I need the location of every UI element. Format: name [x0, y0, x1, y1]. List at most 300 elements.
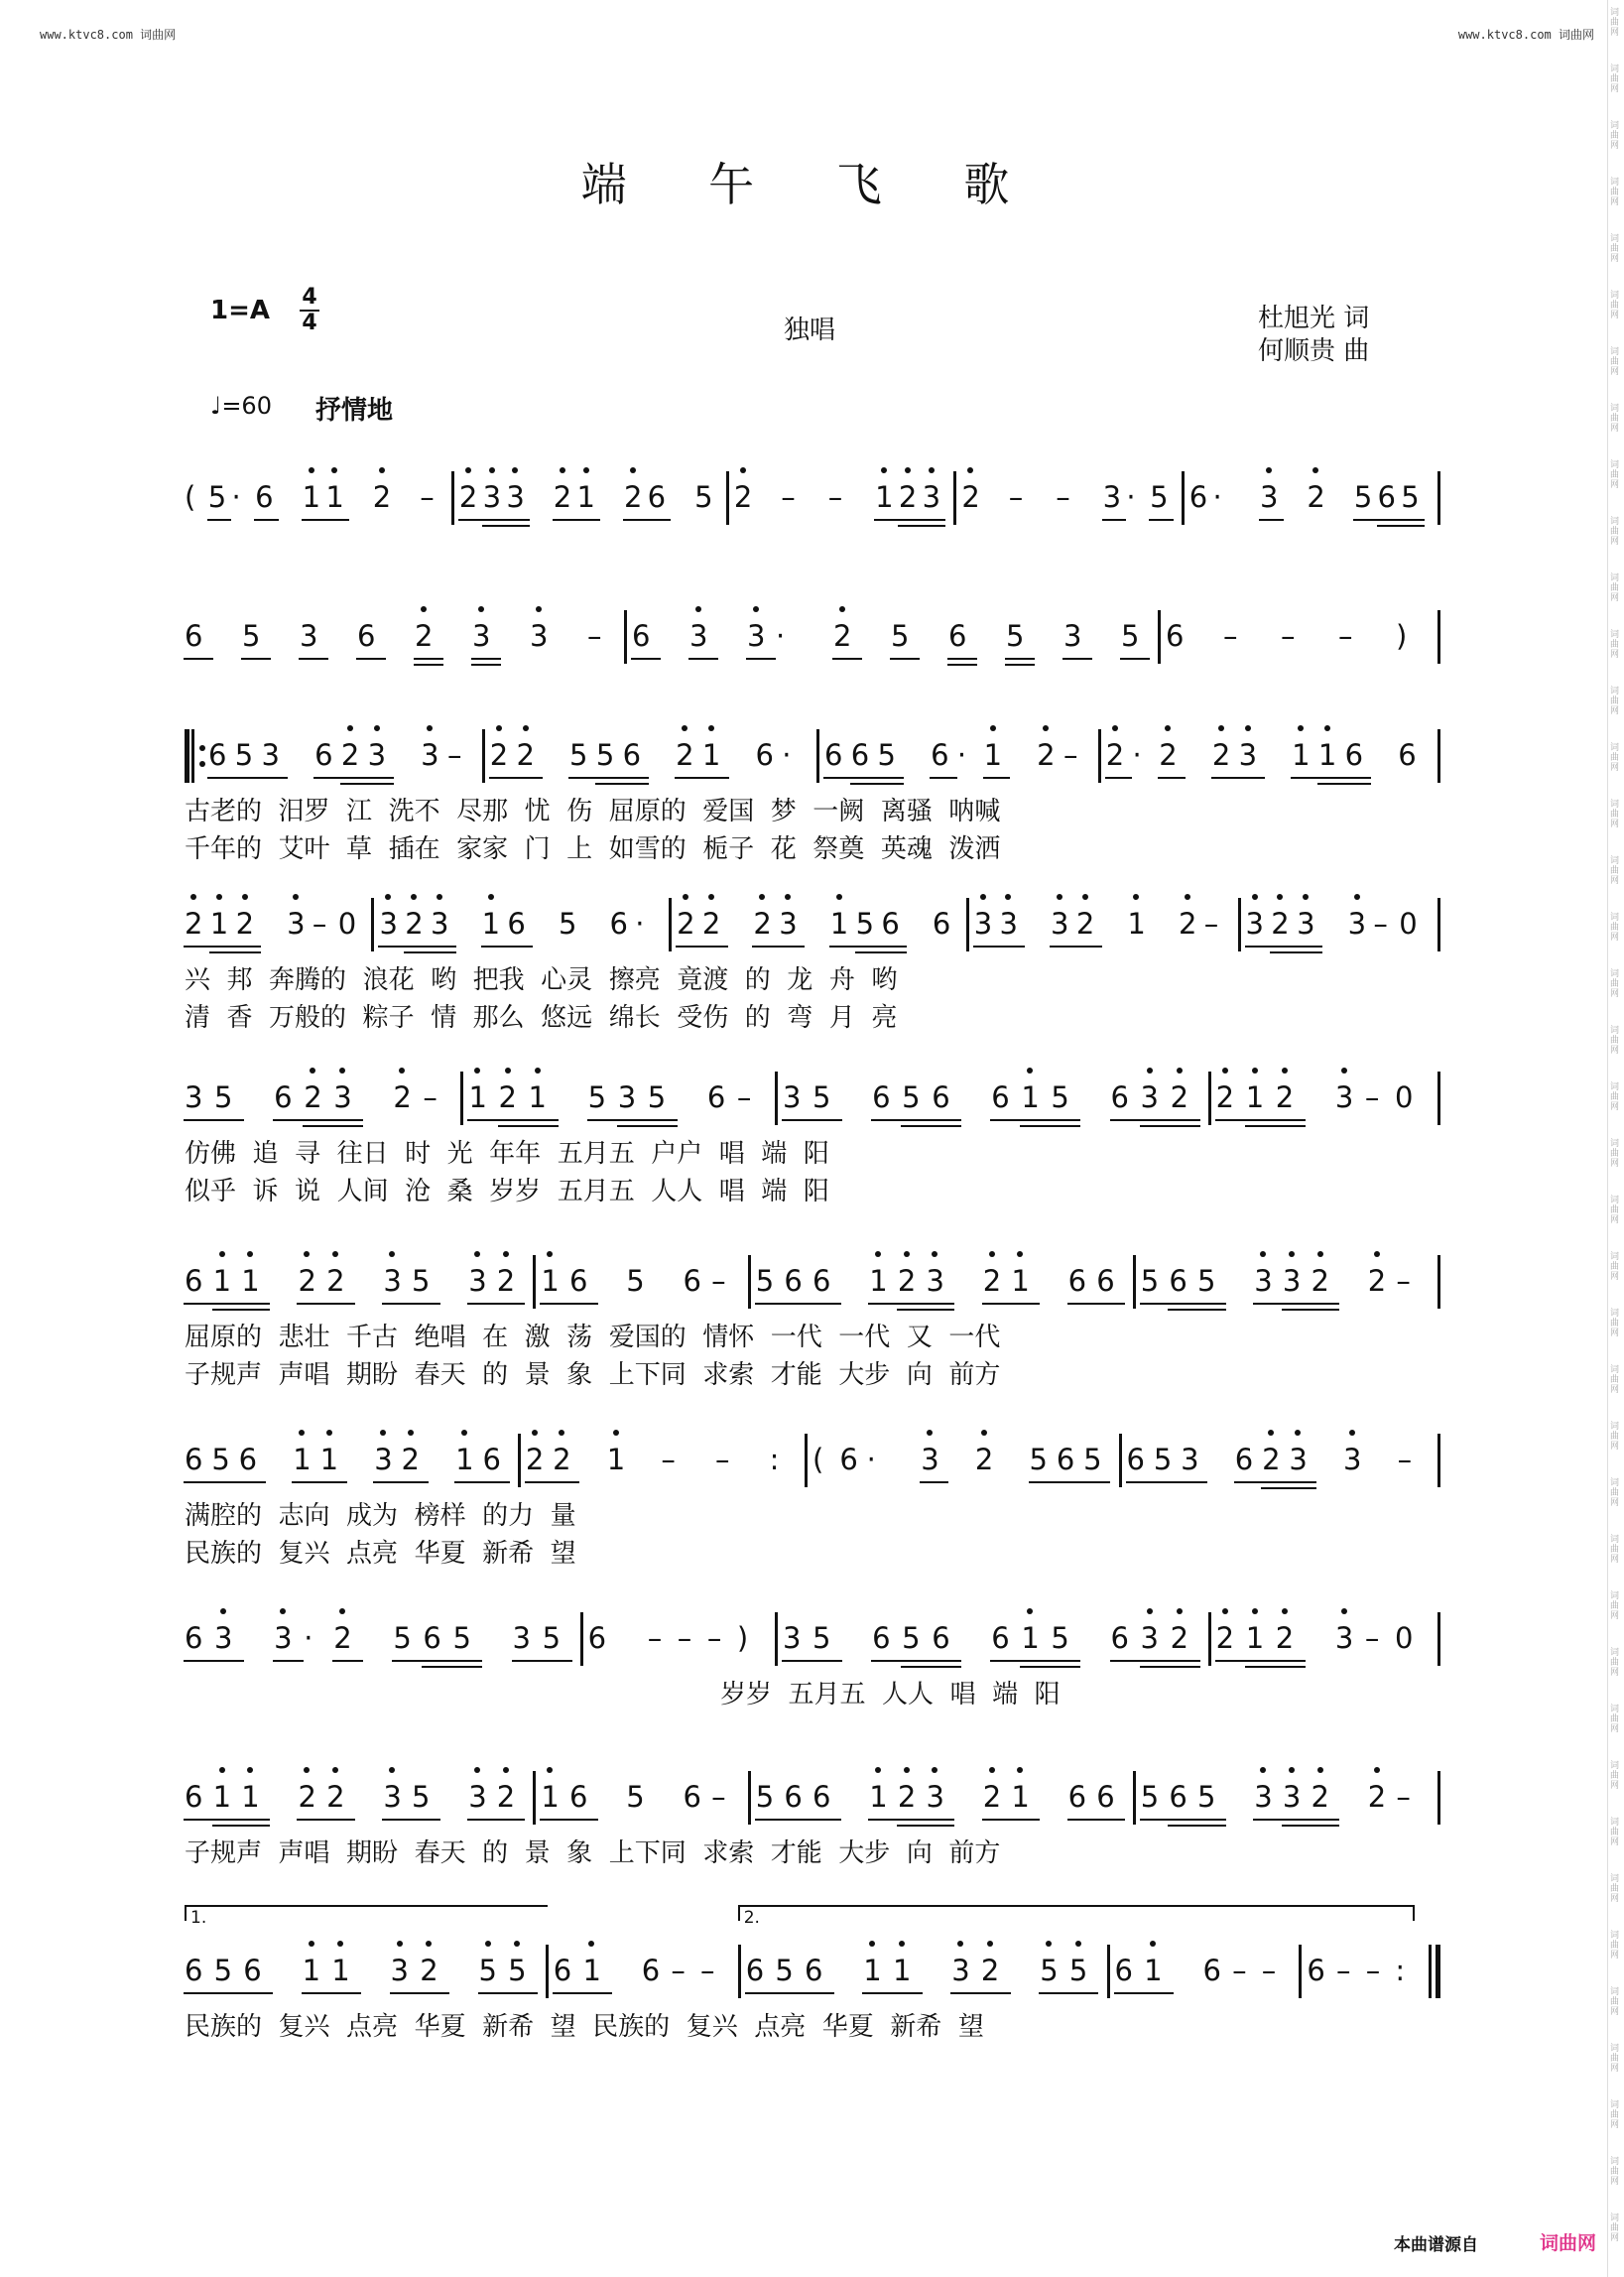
side-watermark-text: 词曲网 — [1610, 969, 1620, 999]
notation-mark — [1371, 733, 1380, 777]
barline — [1119, 1434, 1122, 1487]
octave-high-dot — [708, 725, 714, 731]
note-digit: 5 — [1197, 1780, 1216, 1814]
octave-high-dot — [411, 894, 417, 900]
note-digit: 6 — [1166, 619, 1185, 653]
note-digit: 6 — [587, 1621, 607, 1655]
notation-mark: – — [312, 907, 327, 941]
note-digit: 5 — [1353, 480, 1373, 514]
duration-underline — [745, 1992, 776, 1994]
notation-mark — [649, 733, 658, 777]
octave-high-dot — [461, 1430, 467, 1436]
note-digit: 2 — [393, 1080, 412, 1114]
octave-high-dot — [247, 1767, 253, 1773]
note-digit: 3 — [689, 619, 708, 653]
notation-mark — [1102, 902, 1111, 946]
side-watermark-text: 词曲网 — [1610, 121, 1620, 151]
notation-mark: · — [1132, 738, 1142, 772]
barline — [371, 898, 374, 951]
duration-underline — [1105, 777, 1133, 779]
note-digit: 6 — [1188, 480, 1208, 514]
duration-underline — [581, 1992, 612, 1994]
duration-underline — [631, 658, 661, 660]
note-digit: 3 — [367, 738, 387, 772]
duration-underline — [568, 1303, 598, 1305]
volta-label: 1. — [190, 1908, 207, 1928]
notation-mark — [1035, 614, 1044, 658]
octave-high-dot — [397, 1941, 403, 1947]
barline — [451, 471, 454, 525]
notation-mark — [805, 475, 813, 519]
duration-underline — [303, 1125, 333, 1127]
note-digit: 6 — [812, 1264, 831, 1298]
note-digit: 6 — [932, 1080, 950, 1114]
octave-high-dot — [332, 1767, 338, 1773]
note-digit: 2 — [982, 1780, 1002, 1814]
footer-brand: 词曲网 — [1540, 2232, 1597, 2254]
duration-underline — [1020, 1660, 1051, 1662]
notation-mark: · — [635, 907, 645, 941]
duration-underline — [1102, 519, 1127, 521]
note-digit: 2 — [516, 738, 535, 772]
barline — [1437, 729, 1440, 783]
duration-underline — [576, 519, 601, 521]
octave-high-dot — [304, 1767, 310, 1773]
note-digit: 1 — [302, 480, 321, 514]
side-watermark-text: 词曲网 — [1610, 404, 1620, 434]
note-digit: 3 — [926, 1780, 944, 1814]
side-watermark-text: 词曲网 — [1610, 687, 1620, 716]
note-digit: 3 — [1282, 1264, 1302, 1298]
note-digit: 2 — [1178, 907, 1197, 941]
note-digit: 5 — [1051, 1621, 1069, 1655]
notation-mark — [1174, 1949, 1183, 1992]
octave-high-dot — [337, 1941, 343, 1947]
octave-high-dot — [839, 606, 845, 612]
notation-mark — [1032, 475, 1041, 519]
note-digit: 6 — [255, 480, 274, 514]
octave-high-dot — [489, 467, 495, 473]
octave-high-dot — [1177, 1068, 1183, 1074]
side-watermark-text: 词曲网 — [1610, 1761, 1620, 1791]
duration-underline — [414, 658, 443, 660]
octave-high-dot — [293, 894, 299, 900]
repeat-dot — [199, 745, 205, 751]
duration-underline — [617, 1125, 648, 1127]
notation-mark — [1226, 1775, 1235, 1819]
side-watermark-text: 词曲网 — [1610, 1196, 1620, 1225]
note-digit: 1 — [241, 1264, 260, 1298]
barline — [748, 1255, 751, 1309]
notation-mark — [347, 1438, 356, 1481]
notation-mark: – — [423, 1080, 437, 1114]
note-digit: 2 — [326, 1780, 345, 1814]
duration-underline — [254, 519, 279, 521]
duration-underline — [922, 519, 946, 521]
notation-mark — [1339, 1775, 1348, 1819]
duration-underline — [292, 1481, 319, 1483]
duration-underline — [430, 946, 456, 948]
notation-mark: · — [956, 738, 967, 772]
notation-mark — [361, 1949, 370, 1992]
note-digit: 1 — [541, 1264, 560, 1298]
note-digit: 3 — [747, 619, 766, 653]
octave-high-dot — [219, 1251, 225, 1257]
duration-underline — [983, 777, 1011, 779]
duration-underline — [242, 1992, 273, 1994]
note-digit: 5 — [587, 1080, 607, 1114]
note-digit: 2 — [897, 1264, 917, 1298]
duration-underline — [1296, 951, 1322, 953]
duration-underline — [1067, 1819, 1097, 1821]
note-digit: 2 — [553, 1443, 571, 1476]
note-digit: 5 — [595, 738, 615, 772]
note-digit: 3 — [1140, 1080, 1159, 1114]
duration-underline — [332, 1125, 363, 1127]
notation-mark — [948, 1438, 957, 1481]
octave-high-dot — [588, 1941, 594, 1947]
note-digit: 3 — [383, 1264, 402, 1298]
notation-mark — [1306, 1616, 1314, 1660]
volta-bracket-1 — [185, 1905, 548, 1928]
side-watermark-text: 词曲网 — [1610, 856, 1620, 886]
note-digit: 3 — [782, 1080, 802, 1114]
notation-mark — [1153, 902, 1162, 946]
note-digit: 2 — [333, 1621, 352, 1655]
duration-underline — [931, 1666, 961, 1668]
octave-high-dot — [1017, 1251, 1023, 1257]
duration-underline — [540, 1303, 569, 1305]
octave-high-dot — [523, 725, 529, 731]
duration-underline — [812, 1119, 842, 1121]
octave-high-dot — [1027, 1608, 1033, 1614]
note-digit: 1 — [892, 1954, 912, 1987]
note-digit: 6 — [745, 1954, 765, 1987]
side-watermark-text: 词曲网 — [1610, 1705, 1620, 1734]
note-digit: 2 — [961, 480, 980, 514]
duration-underline — [1170, 1660, 1200, 1662]
song-title: 端 午 飞 歌 — [580, 158, 1044, 211]
duration-underline — [553, 1992, 583, 1994]
duration-underline — [901, 1125, 932, 1127]
notation-mark — [851, 475, 860, 519]
duration-underline — [1282, 1309, 1312, 1311]
duration-underline — [392, 1660, 423, 1662]
note-digit: 6 — [1096, 1780, 1115, 1814]
notation-mark — [559, 1075, 567, 1119]
note-digit: 6 — [931, 738, 949, 772]
barline — [533, 1255, 536, 1309]
octave-high-dot — [309, 1941, 314, 1947]
note-digit: 6 — [932, 1621, 950, 1655]
barline — [669, 898, 672, 951]
octave-high-dot — [389, 1251, 395, 1257]
note-digit: 1 — [1317, 738, 1337, 772]
note-digit: 3 — [300, 619, 318, 653]
notation-mark — [396, 475, 405, 519]
notation-mark — [977, 614, 986, 658]
octave-high-dot — [421, 606, 427, 612]
octave-high-dot — [1282, 1068, 1288, 1074]
duration-underline — [1282, 1303, 1312, 1305]
note-digit: 1 — [325, 480, 344, 514]
note-digit: 3 — [779, 907, 798, 941]
notation-mark — [920, 614, 929, 658]
duration-underline — [823, 777, 851, 779]
note-digit: 5 — [694, 480, 713, 514]
note-digit: 6 — [784, 1780, 803, 1814]
side-watermark-text: 词曲网 — [1610, 1082, 1620, 1112]
notation-mark — [1339, 1259, 1348, 1303]
notation-mark — [244, 1075, 253, 1119]
octave-high-dot — [981, 1430, 987, 1436]
note-digit: 5 — [891, 619, 910, 653]
note-digit: 6 — [1344, 738, 1364, 772]
notation-mark — [1080, 1616, 1089, 1660]
duration-underline — [213, 1119, 244, 1121]
octave-high-dot — [1303, 894, 1309, 900]
note-digit: 5 — [207, 480, 227, 514]
duration-underline — [302, 519, 326, 521]
note-digit: 6 — [850, 738, 870, 772]
note-digit: 3 — [214, 1621, 233, 1655]
note-digit: 5 — [393, 1621, 412, 1655]
notation-mark — [655, 1775, 664, 1819]
note-digit: 1 — [869, 1264, 888, 1298]
note-digit: 6 — [208, 738, 227, 772]
note-digit: 6 — [1067, 1264, 1087, 1298]
lyric-line: 兴 邦 奔腾的 浪花 哟 把我 心灵 擦亮 竟渡 的 龙 舟 哟 — [185, 965, 898, 995]
duration-underline — [1245, 1125, 1276, 1127]
duration-underline — [1075, 946, 1102, 948]
note-digit: 3 — [374, 1443, 393, 1476]
note-digit: 3 — [1297, 907, 1315, 941]
notation-mark: – — [1396, 1780, 1411, 1814]
duration-underline — [688, 658, 718, 660]
note-digit: 6 — [185, 619, 203, 653]
duration-underline — [898, 525, 923, 527]
octave-high-dot — [465, 467, 471, 473]
notation-mark: – — [1364, 1621, 1380, 1655]
octave-high-dot — [503, 1251, 509, 1257]
duration-underline — [207, 777, 235, 779]
duration-underline — [390, 1992, 421, 1994]
notation-mark: – — [671, 1954, 686, 1987]
side-watermark-strip — [1607, 0, 1624, 2277]
duration-underline — [1296, 946, 1322, 948]
notation-mark — [729, 733, 738, 777]
duration-underline — [1291, 777, 1318, 779]
note-digit: 1 — [212, 1780, 232, 1814]
octave-high-dot — [1260, 1767, 1266, 1773]
duration-underline — [1196, 1825, 1226, 1827]
notation-mark: · — [776, 619, 786, 653]
note-digit: 3 — [506, 480, 525, 514]
notation-mark: – — [420, 480, 435, 514]
note-digit: 2 — [1311, 1264, 1329, 1298]
notation-mark: – — [1365, 1954, 1381, 1987]
note-digit: 2 — [701, 907, 721, 941]
note-digit: 6 — [1307, 1954, 1325, 1987]
duration-underline — [829, 946, 856, 948]
octave-high-dot — [682, 725, 687, 731]
note-digit: 0 — [1399, 907, 1418, 941]
note-digit: 1 — [468, 1080, 487, 1114]
duration-underline — [782, 1660, 812, 1662]
duration-underline — [990, 1660, 1021, 1662]
notation-mark — [954, 1775, 963, 1819]
barline — [533, 1771, 536, 1825]
note-digit: 2 — [304, 1080, 322, 1114]
octave-high-dot — [339, 1608, 345, 1614]
note-digit: 5 — [558, 907, 577, 941]
duration-underline — [1275, 1119, 1306, 1121]
note-digit: 2 — [415, 619, 434, 653]
tempo-marking: ♩=60 — [210, 392, 272, 420]
duration-underline — [892, 1992, 923, 1994]
duration-underline — [481, 946, 508, 948]
duration-underline — [1180, 1481, 1207, 1483]
repeat-start-barline — [191, 729, 194, 783]
barline — [738, 1945, 741, 1998]
note-digit: 3 — [973, 907, 993, 941]
footer-source-label: 本曲谱源自 — [1394, 2235, 1478, 2255]
duration-underline — [496, 1303, 526, 1305]
duration-underline — [850, 783, 878, 785]
octave-high-dot — [512, 467, 518, 473]
note-digit: 1 — [863, 1954, 882, 1987]
octave-high-dot — [1277, 894, 1283, 900]
notation-mark — [1226, 1259, 1235, 1303]
octave-high-dot — [485, 1941, 491, 1947]
note-digit: 1 — [606, 1443, 626, 1476]
notation-mark — [841, 1259, 850, 1303]
duration-underline — [1215, 1119, 1246, 1121]
notation-mark: – — [711, 1780, 726, 1814]
note-digit: 5 — [478, 1954, 497, 1987]
duration-underline — [184, 1819, 213, 1821]
duration-underline — [1050, 1125, 1080, 1127]
notation-mark — [612, 1949, 621, 1992]
side-watermark-text: 词曲网 — [1610, 913, 1620, 943]
note-digit: 6 — [622, 738, 642, 772]
duration-underline — [1010, 1303, 1040, 1305]
duration-underline — [489, 777, 517, 779]
notation-mark — [501, 614, 510, 658]
note-digit: 3 — [274, 1621, 293, 1655]
duration-underline — [874, 519, 899, 521]
octave-high-dot — [869, 1941, 875, 1947]
side-watermark-text: 词曲网 — [1610, 2100, 1620, 2130]
octave-high-dot — [242, 894, 248, 900]
note-digit: 5 — [812, 1621, 831, 1655]
duration-underline — [482, 525, 507, 527]
note-digit: 3 — [922, 480, 941, 514]
note-digit: 6 — [881, 907, 900, 941]
note-digit: 2 — [1170, 1080, 1189, 1114]
octave-high-dot — [503, 1767, 509, 1773]
octave-high-dot — [929, 467, 935, 473]
notation-mark: · — [782, 738, 792, 772]
staff-row — [185, 1771, 1440, 1825]
notation-mark — [266, 1438, 275, 1481]
duration-underline — [812, 1303, 841, 1305]
note-digit: 5 — [855, 907, 875, 941]
side-watermark-text: 词曲网 — [1610, 1648, 1620, 1678]
note-digit: 5 — [1051, 1080, 1069, 1114]
duration-underline — [1245, 946, 1272, 948]
duration-underline — [1149, 519, 1174, 521]
note-digit: 3 — [287, 907, 306, 941]
duration-underline — [855, 951, 882, 953]
notation-mark — [907, 902, 916, 946]
octave-high-dot — [1374, 1767, 1380, 1773]
octave-high-dot — [1295, 1430, 1301, 1436]
note-digit: 6 — [632, 619, 651, 653]
note-digit: 6 — [1169, 1264, 1187, 1298]
note-digit: 6 — [1096, 1264, 1115, 1298]
duration-underline — [595, 783, 623, 785]
note-digit: 2 — [833, 619, 852, 653]
time-signature-top: 4 — [302, 285, 317, 310]
barline — [1133, 1771, 1136, 1825]
notation-mark — [1316, 1438, 1325, 1481]
notation-mark — [985, 475, 994, 519]
note-digit: 3 — [472, 619, 491, 653]
barline — [775, 1612, 778, 1666]
notation-mark: – — [781, 480, 796, 514]
duration-underline — [209, 951, 236, 953]
notation-mark — [363, 1075, 372, 1119]
notation-mark: – — [1396, 1264, 1411, 1298]
key-signature: 1=A — [210, 296, 270, 325]
note-digit: 5 — [569, 738, 588, 772]
note-digit: 1 — [1245, 1080, 1265, 1114]
note-digit: 1 — [241, 1780, 260, 1814]
octave-high-dot — [987, 1941, 993, 1947]
note-digit: 6 — [641, 1954, 661, 1987]
octave-high-dot — [389, 1767, 395, 1773]
duration-underline — [1400, 519, 1425, 521]
note-digit: 3 — [1238, 738, 1258, 772]
note-digit: 3 — [512, 1621, 531, 1655]
notation-mark: ( — [812, 1443, 824, 1476]
notation-mark: – — [1261, 1954, 1277, 1987]
notation-mark — [533, 902, 542, 946]
composer-credit: 何顺贵 曲 — [1258, 336, 1370, 366]
duration-underline — [1253, 1303, 1283, 1305]
duration-underline — [746, 658, 776, 660]
note-digit: 2 — [733, 480, 753, 514]
duration-underline — [1400, 525, 1425, 527]
duration-underline — [998, 946, 1025, 948]
duration-underline — [1311, 1309, 1340, 1311]
notation-mark — [728, 902, 737, 946]
duration-underline — [1170, 1119, 1200, 1121]
lyric-line: 岁岁 五月五 人人 唱 端 阳 — [720, 1680, 1061, 1709]
barline — [1208, 1612, 1211, 1666]
notation-mark: – — [711, 1264, 726, 1298]
duration-underline — [297, 1819, 326, 1821]
note-digit: 2 — [1275, 1080, 1295, 1114]
barline — [1437, 610, 1440, 664]
octave-high-dot — [1043, 725, 1049, 731]
duration-underline — [947, 664, 977, 666]
octave-high-dot — [989, 1767, 995, 1773]
duration-underline — [552, 1481, 579, 1483]
duration-underline — [925, 1303, 954, 1305]
octave-high-dot — [932, 1767, 937, 1773]
